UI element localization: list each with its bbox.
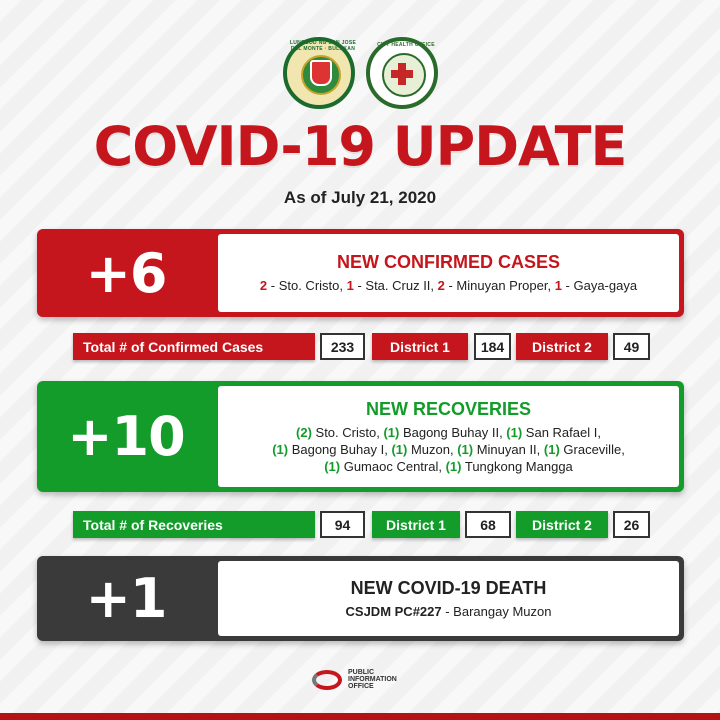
district1-recoveries-label: District 1 [372,511,460,538]
pio-text: PUBLIC INFORMATION OFFICE [348,669,397,690]
district1-confirmed-value: 184 [474,333,511,360]
new-recoveries-panel [37,381,684,492]
new-death-count: +1 [85,567,167,630]
new-cases-count: +6 [85,241,167,305]
district1-confirmed-label: District 1 [372,333,468,360]
city-seal-text: LUNGSOD NG SAN JOSE DEL MONTE · BULAKAN [289,40,357,52]
district2-recoveries-label: District 2 [516,511,608,538]
district2-confirmed-value: 49 [613,333,650,360]
public-information-office-logo [312,668,408,694]
new-death-details: CSJDM PC#227 - Barangay Muzon [345,603,552,619]
total-recoveries-value: 94 [320,511,365,538]
total-recoveries-label: Total # of Recoveries [73,511,315,538]
new-death-panel [37,556,684,641]
bottom-stripe [0,713,720,720]
city-health-office-logo [366,37,438,109]
new-cases-details: 2 - Sto. Cristo, 1 - Sta. Cruz II, 2 - Minuyan Proper, 1 - Gaya-gaya [259,278,638,293]
new-confirmed-cases-panel [37,229,684,317]
new-recoveries-count: +10 [67,405,185,468]
district1-recoveries-value: 68 [465,511,511,538]
new-death-heading: NEW COVID-19 DEATH [350,577,547,598]
district2-recoveries-value: 26 [613,511,650,538]
new-recoveries-heading: NEW RECOVERIES [365,398,532,419]
total-confirmed-label: Total # of Confirmed Cases [73,333,315,360]
total-confirmed-value: 233 [320,333,365,360]
city-seal-logo [283,37,355,109]
district2-confirmed-label: District 2 [516,333,608,360]
new-recoveries-details: (2) Sto. Cristo, (1) Bagong Buhay II, (1) San Rafael I, (1) Bagong Buhay I, (1) Muzon, (1) Minuyan II, (1) Graceville, (1) Gumaoc Central, (1) Tungkong Mangga [272,424,625,474]
new-cases-heading: NEW CONFIRMED CASES [336,252,560,272]
health-office-logo-text: CITY HEALTH OFFICE [377,42,435,48]
pio-icon [312,670,342,690]
update-date: As of July 21, 2020 [283,188,437,207]
page-title: COVID-19 UPDATE [93,115,627,178]
